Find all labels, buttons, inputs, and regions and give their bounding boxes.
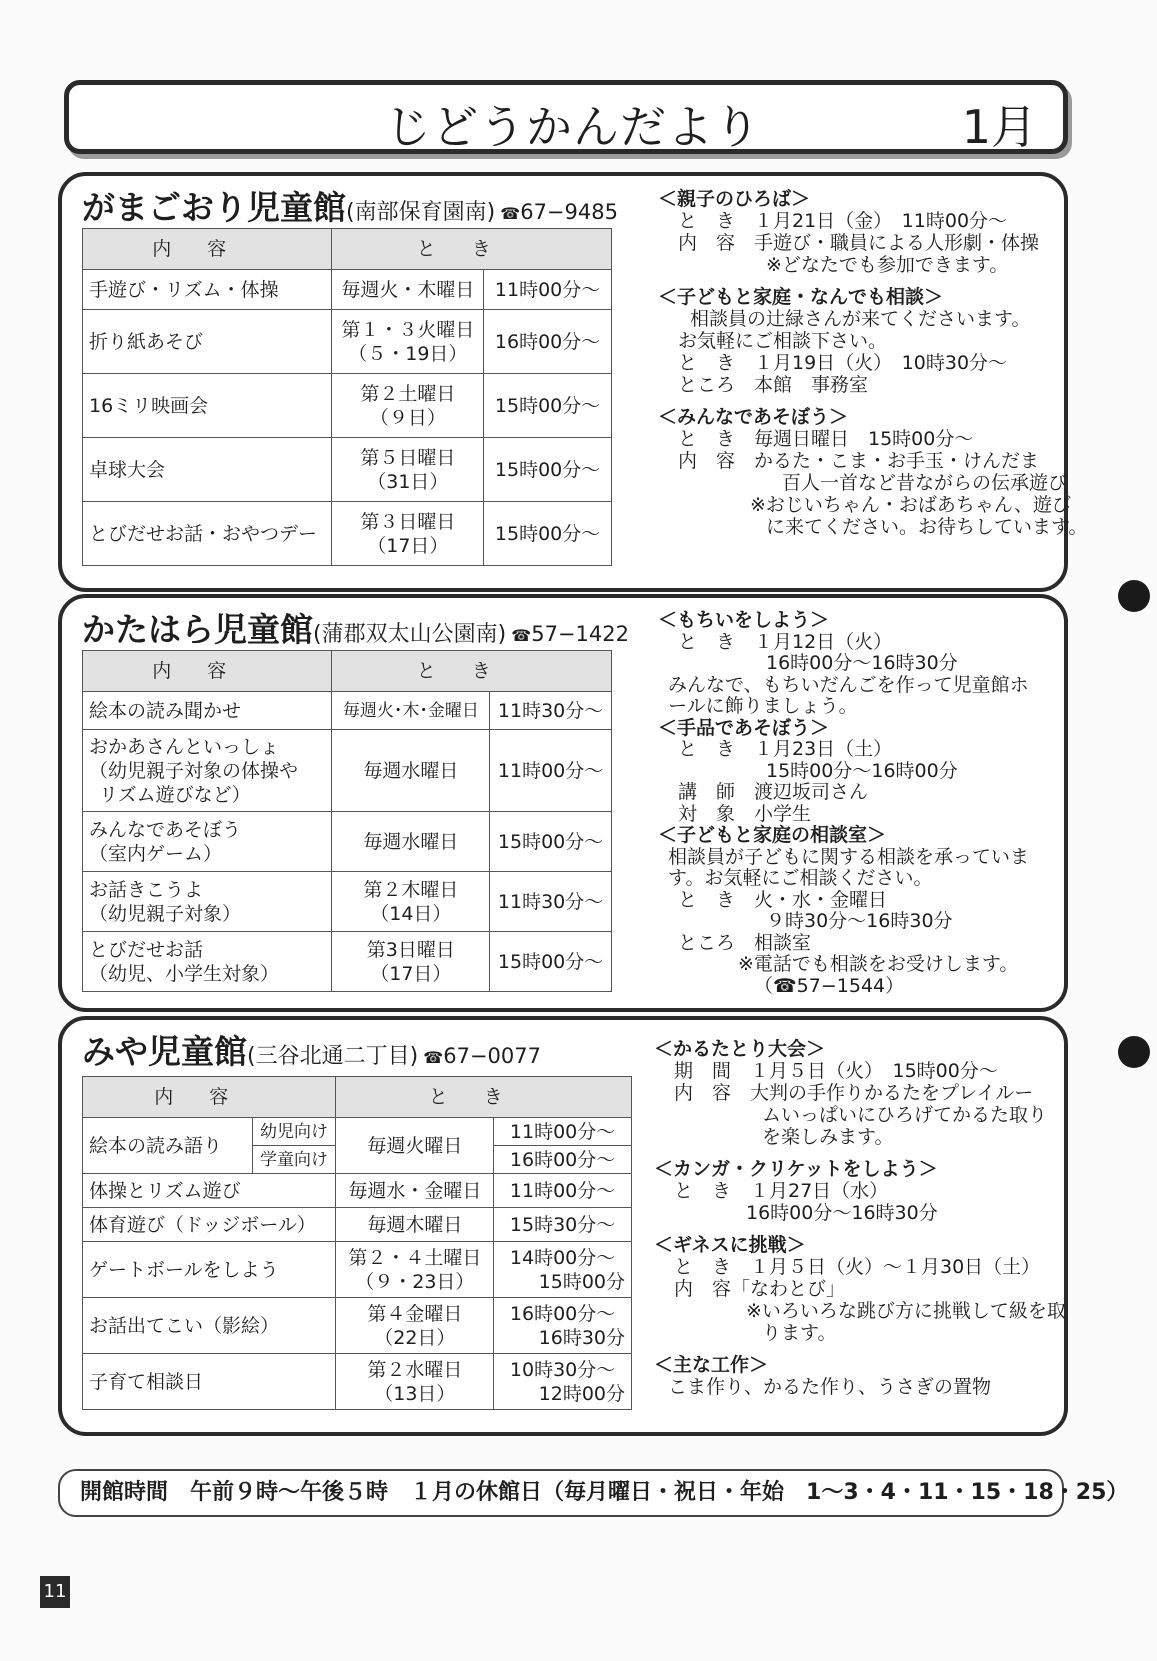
note-line: 百人一首など昔ながらの伝承遊び: [782, 472, 1068, 494]
row-time-line: 14時00分〜: [509, 1246, 616, 1269]
row-day: [332, 438, 484, 502]
row-time-line: 10時30分〜: [509, 1358, 616, 1381]
note-heading: ＜もちいをしよう＞: [658, 609, 830, 631]
row-content-line: お話きこうよ: [89, 878, 204, 901]
row-content: 絵本の読み語り: [83, 1118, 253, 1174]
note-line: 16時00分〜16時30分: [746, 1202, 938, 1224]
note-line: と き １月19日（火） 10時30分〜: [678, 352, 1008, 374]
row-time: [494, 1242, 632, 1298]
phone-icon: ☎: [423, 1048, 444, 1067]
row-day-line: 第２水曜日: [367, 1358, 463, 1381]
row-day: [336, 1242, 494, 1298]
row-day-date: （５・19日）: [348, 342, 468, 365]
page-number: 11: [40, 1576, 70, 1608]
note-line: 16時00分〜16時30分: [766, 652, 958, 674]
row-content: お話出てこい（影絵）: [83, 1298, 336, 1354]
note-line: 相談員が子どもに関する相談を承っていま: [668, 845, 1030, 868]
row-day: 毎週水曜日: [332, 730, 490, 812]
row-time-line: 16時00分〜: [509, 1302, 616, 1325]
row-day-line: 第２木曜日: [363, 878, 459, 901]
row-day: [332, 872, 490, 932]
note-line: ※おじいちゃん・おばあちゃん、遊び: [750, 494, 1072, 516]
note-line: ところ 相談室: [678, 931, 812, 954]
opening-hours: 開館時間 午前９時〜午後５時: [80, 1480, 389, 1505]
note-heading: ＜親子のひろば＞: [658, 188, 811, 210]
table-row: [83, 374, 612, 438]
row-time: 15時00分〜: [484, 438, 612, 502]
hall-tel: 67−9485: [520, 200, 618, 224]
row-sub-label: 学童向け: [252, 1146, 336, 1174]
row-time: [494, 1298, 632, 1354]
note-line: す。お気軽にご相談ください。: [668, 867, 933, 889]
row-day-line: 第３日曜日: [360, 510, 456, 533]
note-heading: ＜子どもと家庭の相談室＞: [658, 824, 887, 846]
table-row: [83, 1174, 632, 1208]
hall-panel-miya: [58, 1016, 1068, 1436]
row-day-date: （31日）: [367, 470, 449, 493]
row-day: 毎週木曜日: [336, 1208, 494, 1242]
row-day: 毎週火･木･金曜日: [332, 692, 490, 730]
row-time: 15時00分〜: [490, 932, 612, 992]
hall-tel: 57−1422: [531, 622, 629, 646]
table-header-content: 内容: [83, 229, 332, 270]
row-day-date: （17日）: [367, 534, 449, 557]
row-day: [332, 310, 484, 374]
row-time: 15時00分〜: [484, 374, 612, 438]
row-time: 11時30分〜: [490, 872, 612, 932]
row-content: とびだせお話・おやつデー: [83, 502, 332, 566]
row-content: 卓球大会: [83, 438, 332, 502]
schedule-table: [82, 1076, 632, 1410]
row-content: 手遊び・リズム・体操: [83, 270, 332, 310]
note-heading: ＜子どもと家庭・なんでも相談＞: [658, 286, 944, 308]
row-day-line: 第１・３火曜日: [341, 318, 475, 341]
note-heading: ＜手品であそぼう＞: [658, 716, 830, 739]
row-content-line: （幼児、小学生対象）: [89, 962, 280, 985]
row-content: [83, 812, 332, 872]
row-day-date: （14日）: [370, 902, 452, 925]
table-row: [83, 502, 612, 566]
hall-header: [82, 1026, 541, 1073]
note-heading: ＜みんなであそぼう＞: [658, 406, 849, 428]
row-day: 毎週水・金曜日: [336, 1174, 494, 1208]
row-time: 15時00分〜: [490, 812, 612, 872]
table-row: [83, 1242, 632, 1298]
table-header-time: とき: [332, 229, 612, 270]
row-day-line: 第４金曜日: [367, 1302, 463, 1325]
hall-name: かたはら児童館: [82, 610, 313, 649]
note-line: ところ 本館 事務室: [678, 374, 869, 396]
row-day-date: （９日）: [369, 406, 446, 429]
row-content: [83, 730, 332, 812]
row-content-line: おかあさんといっしょ: [89, 735, 280, 758]
note-line: と き 毎週日曜日 15時00分〜: [678, 428, 974, 450]
hall-name: がまごおり児童館: [82, 188, 346, 227]
table-header-time: とき: [336, 1077, 632, 1118]
note-line: と き １月５日（火）〜１月30日（土）: [674, 1256, 1041, 1278]
row-day: 毎週火・木曜日: [332, 270, 484, 310]
note-line: ※いろいろな跳び方に挑戦して級を取: [746, 1300, 1066, 1322]
note-line: こま作り、かるた作り、うさぎの置物: [668, 1376, 992, 1398]
note-line: 内 容「なわとび」: [674, 1278, 846, 1300]
punch-hole-icon: [1118, 580, 1150, 612]
table-row: [83, 692, 612, 730]
row-content-line: （幼児親子対象）: [89, 902, 242, 925]
hall-location: (南部保育園南): [346, 200, 496, 225]
hall-location: (三谷北通二丁目): [247, 1044, 419, 1069]
closed-days: １月の休館日（毎月曜日・祝日・年始 1〜3・4・11・15・18・25）: [410, 1480, 1129, 1505]
row-day: [332, 502, 484, 566]
note-heading: ＜ギネスに挑戦＞: [654, 1234, 806, 1256]
table-row: [83, 872, 612, 932]
table-row: [83, 932, 612, 992]
hall-panel-katahara: [58, 594, 1068, 1012]
table-row: [83, 270, 612, 310]
hall-tel: 67−0077: [443, 1044, 541, 1068]
row-day-line: 第２土曜日: [360, 382, 456, 405]
event-notes: [654, 1038, 1066, 1398]
row-content-line: （室内ゲーム）: [89, 842, 223, 865]
table-row: [83, 1354, 632, 1410]
row-content: 体育遊び（ドッジボール）: [83, 1208, 336, 1242]
note-line: と き １月12日（火）: [678, 630, 893, 653]
hall-header: [82, 604, 629, 651]
row-content: ゲートボールをしよう: [83, 1242, 336, 1298]
row-content: 絵本の読み聞かせ: [83, 692, 332, 730]
note-line: ります。: [762, 1322, 837, 1344]
row-day-date: （22日）: [374, 1326, 456, 1349]
note-line: ムいっぱいにひろげてかるた取り: [762, 1104, 1048, 1126]
row-content-line: リズム遊びなど）: [99, 783, 251, 806]
row-day: [336, 1298, 494, 1354]
row-time: 11時30分〜: [490, 692, 612, 730]
row-time-line: 16時30分: [538, 1326, 625, 1349]
row-time-line: 15時00分: [538, 1270, 625, 1293]
row-time-line: 12時00分: [538, 1382, 625, 1405]
row-day-date: （13日）: [374, 1382, 456, 1405]
event-notes: [658, 188, 1087, 538]
note-line: 15時00分〜16時00分: [766, 759, 958, 782]
row-content-line: （幼児親子対象の体操や: [89, 759, 299, 782]
hall-name: みや児童館: [82, 1032, 247, 1071]
row-time: 11時00分〜: [490, 730, 612, 812]
note-line: （☎57−1544）: [754, 974, 905, 997]
schedule-table: [82, 228, 612, 566]
row-content: 体操とリズム遊び: [83, 1174, 336, 1208]
row-content: 子育て相談日: [83, 1354, 336, 1410]
row-content-line: とびだせお話: [89, 938, 204, 961]
note-line: ９時30分〜16時30分: [766, 910, 953, 932]
note-line: と き １月27日（水）: [674, 1180, 889, 1202]
note-line: 内 容 かるた・こま・お手玉・けんだま: [678, 450, 1040, 472]
row-day: [332, 374, 484, 438]
row-day: 毎週水曜日: [332, 812, 490, 872]
table-row: [83, 310, 612, 374]
phone-icon: ☎: [500, 204, 521, 223]
table-row: [83, 438, 612, 502]
table-header-content: 内容: [83, 1077, 336, 1118]
note-line: お気軽にご相談下さい。: [678, 330, 888, 352]
row-day-date: （９・23日）: [355, 1270, 475, 1293]
footer-hours-bar: [58, 1469, 1129, 1517]
note-line: 期 間 １月５日（火） 15時00分〜: [674, 1060, 998, 1082]
note-heading: ＜カンガ・クリケットをしよう＞: [654, 1158, 938, 1180]
note-line: ※電話でも相談をお受けします。: [738, 953, 1019, 975]
table-row: [83, 1118, 632, 1146]
note-line: 内 容 手遊び・職員による人形劇・体操: [678, 232, 1040, 254]
row-time: 16時00分〜: [494, 1146, 632, 1174]
row-content: 折り紙あそび: [83, 310, 332, 374]
note-line: ールに飾りましょう。: [668, 695, 858, 717]
table-row: [83, 812, 612, 872]
note-line: 対 象 小学生: [678, 802, 812, 825]
row-content: [83, 932, 332, 992]
row-content: 16ミリ映画会: [83, 374, 332, 438]
page-month: 1月: [961, 100, 1037, 154]
row-day-line: 第２・４土曜日: [348, 1246, 482, 1269]
note-line: を楽しみます。: [762, 1126, 894, 1148]
note-line: と き １月23日（土）: [678, 738, 893, 760]
note-line: ※どなたでも参加できます。: [766, 254, 1009, 276]
row-time: [494, 1354, 632, 1410]
row-day-line: 第3日曜日: [366, 938, 455, 961]
row-day-line: 第５日曜日: [360, 446, 456, 469]
table-row: [83, 730, 612, 812]
phone-icon: ☎: [511, 626, 532, 645]
row-day: [336, 1354, 494, 1410]
row-time: 11時00分〜: [494, 1118, 632, 1146]
note-line: 相談員の辻緑さんが来てくださいます。: [690, 308, 1031, 330]
note-line: と き １月21日（金） 11時00分〜: [678, 210, 1008, 232]
note-line: に来てください。お待ちしています。: [766, 516, 1088, 538]
table-row: [83, 1298, 632, 1354]
row-time: 16時00分〜: [484, 310, 612, 374]
page-title-box: [64, 80, 1068, 154]
page-title: じどうかんだより: [385, 100, 761, 154]
row-time: 15時30分〜: [494, 1208, 632, 1242]
hall-header: [82, 182, 618, 229]
row-day-date: （17日）: [370, 962, 452, 985]
schedule-table: [82, 650, 612, 992]
row-sub-label: 幼児向け: [252, 1118, 336, 1146]
row-time: 15時00分〜: [484, 502, 612, 566]
punch-hole-icon: [1118, 1036, 1150, 1068]
note-line: みんなで、もちいだんごを作って児童館ホ: [668, 673, 1029, 696]
row-day: [332, 932, 490, 992]
row-content: [83, 872, 332, 932]
event-notes: [658, 610, 1029, 997]
hall-location: (蒲郡双太山公園南): [313, 622, 507, 647]
note-line: と き 火・水・金曜日: [678, 888, 888, 911]
row-day: 毎週火曜日: [336, 1118, 494, 1174]
hall-panel-gamagori: [58, 172, 1088, 592]
row-content-line: みんなであそぼう: [89, 818, 242, 841]
table-row: [83, 1208, 632, 1242]
table-header-time: とき: [332, 651, 612, 692]
note-heading: ＜主な工作＞: [654, 1354, 769, 1376]
note-heading: ＜かるたとり大会＞: [654, 1038, 826, 1060]
note-line: 内 容 大判の手作りかるたをプレイルー: [674, 1082, 1034, 1104]
row-time: 11時00分〜: [484, 270, 612, 310]
table-header-content: 内容: [83, 651, 332, 692]
note-line: 講 師 渡辺坂司さん: [678, 781, 869, 803]
row-time: 11時00分〜: [494, 1174, 632, 1208]
